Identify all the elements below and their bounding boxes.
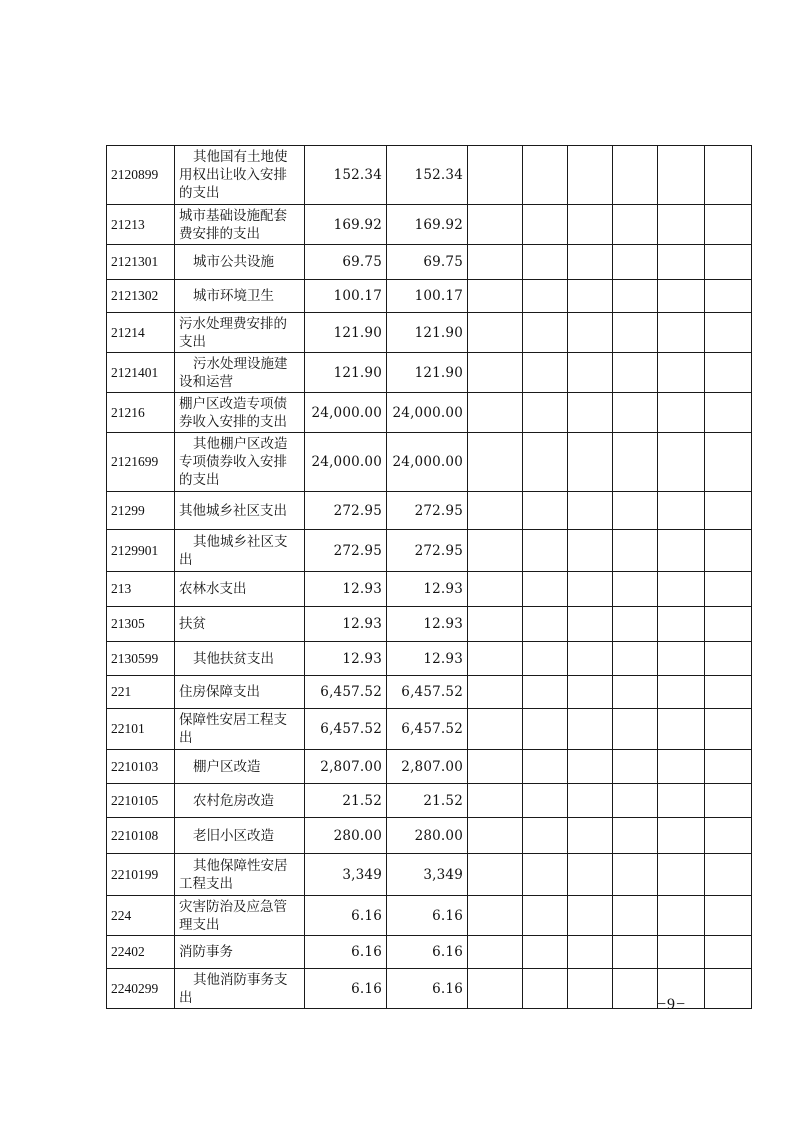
empty-cell (613, 709, 658, 750)
subject-name-cell: 污水处理设施建设和运营 (175, 353, 305, 393)
amount-subtotal-cell: 2,807.00 (387, 750, 468, 784)
empty-cell (658, 896, 705, 936)
amount-cell: 2,807.00 (305, 750, 387, 784)
subject-code-cell: 21305 (107, 607, 175, 642)
subject-name-cell: 扶贫 (175, 607, 305, 642)
empty-cell (568, 896, 613, 936)
empty-cell (658, 818, 705, 854)
empty-cell (568, 607, 613, 642)
empty-cell (523, 205, 568, 245)
subject-code-cell: 2210108 (107, 818, 175, 854)
empty-cell (613, 205, 658, 245)
empty-cell (613, 784, 658, 818)
empty-cell (468, 393, 523, 433)
subject-name-cell: 污水处理费安排的支出 (175, 313, 305, 353)
amount-cell: 24,000.00 (305, 433, 387, 492)
empty-cell (705, 245, 752, 280)
subject-code-cell: 2130599 (107, 642, 175, 676)
empty-cell (523, 936, 568, 969)
subject-name-cell: 其他城乡社区支出 (175, 492, 305, 530)
empty-cell (468, 280, 523, 313)
empty-cell (568, 818, 613, 854)
empty-cell (613, 936, 658, 969)
table-row (107, 676, 752, 709)
table-row (107, 642, 752, 676)
empty-cell (568, 393, 613, 433)
empty-cell (523, 642, 568, 676)
amount-cell: 6,457.52 (305, 676, 387, 709)
subject-code-cell: 221 (107, 676, 175, 709)
empty-cell (613, 492, 658, 530)
amount-subtotal-cell: 121.90 (387, 313, 468, 353)
empty-cell (568, 969, 613, 1009)
empty-cell (658, 709, 705, 750)
empty-cell (705, 433, 752, 492)
empty-cell (613, 530, 658, 572)
empty-cell (705, 784, 752, 818)
empty-cell (568, 642, 613, 676)
empty-cell (658, 146, 705, 205)
empty-cell (705, 572, 752, 607)
amount-subtotal-cell: 24,000.00 (387, 433, 468, 492)
empty-cell (705, 313, 752, 353)
empty-cell (568, 205, 613, 245)
empty-cell (468, 530, 523, 572)
empty-cell (613, 750, 658, 784)
empty-cell (705, 854, 752, 896)
amount-cell: 100.17 (305, 280, 387, 313)
subject-name-cell: 保障性安居工程支出 (175, 709, 305, 750)
empty-cell (613, 818, 658, 854)
empty-cell (523, 492, 568, 530)
empty-cell (613, 146, 658, 205)
subject-name-cell: 城市公共设施 (175, 245, 305, 280)
empty-cell (468, 969, 523, 1009)
amount-cell: 6.16 (305, 969, 387, 1009)
subject-code-cell: 2129901 (107, 530, 175, 572)
subject-code-cell: 2121699 (107, 433, 175, 492)
empty-cell (523, 245, 568, 280)
empty-cell (523, 854, 568, 896)
empty-cell (468, 709, 523, 750)
subject-name-cell: 农村危房改造 (175, 784, 305, 818)
amount-subtotal-cell: 6.16 (387, 896, 468, 936)
empty-cell (613, 313, 658, 353)
table-row (107, 572, 752, 607)
empty-cell (658, 607, 705, 642)
empty-cell (658, 530, 705, 572)
empty-cell (523, 676, 568, 709)
empty-cell (613, 607, 658, 642)
empty-cell (523, 146, 568, 205)
empty-cell (613, 642, 658, 676)
amount-cell: 69.75 (305, 245, 387, 280)
amount-subtotal-cell: 272.95 (387, 530, 468, 572)
subject-code-cell: 2120899 (107, 146, 175, 205)
empty-cell (613, 280, 658, 313)
amount-subtotal-cell: 6,457.52 (387, 676, 468, 709)
subject-code-cell: 224 (107, 896, 175, 936)
amount-subtotal-cell: 6.16 (387, 936, 468, 969)
empty-cell (523, 969, 568, 1009)
empty-cell (523, 433, 568, 492)
subject-code-cell: 2121301 (107, 245, 175, 280)
table-row (107, 313, 752, 353)
table-row (107, 205, 752, 245)
subject-code-cell: 2210105 (107, 784, 175, 818)
amount-subtotal-cell: 3,349 (387, 854, 468, 896)
amount-subtotal-cell: 169.92 (387, 205, 468, 245)
amount-cell: 121.90 (305, 313, 387, 353)
empty-cell (613, 245, 658, 280)
empty-cell (568, 854, 613, 896)
subject-name-cell: 其他国有土地使用权出让收入安排的支出 (175, 146, 305, 205)
empty-cell (568, 433, 613, 492)
empty-cell (468, 607, 523, 642)
empty-cell (468, 492, 523, 530)
empty-cell (705, 676, 752, 709)
empty-cell (523, 353, 568, 393)
empty-cell (568, 750, 613, 784)
amount-subtotal-cell: 12.93 (387, 642, 468, 676)
empty-cell (658, 313, 705, 353)
subject-name-cell: 农林水支出 (175, 572, 305, 607)
empty-cell (658, 492, 705, 530)
amount-subtotal-cell: 12.93 (387, 607, 468, 642)
empty-cell (658, 642, 705, 676)
empty-cell (658, 205, 705, 245)
amount-subtotal-cell: 152.34 (387, 146, 468, 205)
empty-cell (523, 709, 568, 750)
empty-cell (705, 969, 752, 1009)
empty-cell (705, 492, 752, 530)
amount-cell: 272.95 (305, 492, 387, 530)
table-row (107, 607, 752, 642)
empty-cell (468, 313, 523, 353)
empty-cell (523, 818, 568, 854)
empty-cell (658, 750, 705, 784)
subject-name-cell: 其他消防事务支出 (175, 969, 305, 1009)
amount-subtotal-cell: 100.17 (387, 280, 468, 313)
empty-cell (613, 676, 658, 709)
empty-cell (468, 146, 523, 205)
amount-cell: 272.95 (305, 530, 387, 572)
subject-code-cell: 213 (107, 572, 175, 607)
empty-cell (468, 854, 523, 896)
subject-code-cell: 2210199 (107, 854, 175, 896)
table-row (107, 433, 752, 492)
table-row (107, 854, 752, 896)
table-body (107, 146, 752, 1009)
empty-cell (658, 784, 705, 818)
page-number: −9− (657, 996, 687, 1013)
empty-cell (705, 818, 752, 854)
subject-name-cell: 其他保障性安居工程支出 (175, 854, 305, 896)
empty-cell (468, 642, 523, 676)
amount-cell: 121.90 (305, 353, 387, 393)
subject-name-cell: 棚户区改造专项债券收入安排的支出 (175, 393, 305, 433)
empty-cell (658, 433, 705, 492)
amount-cell: 3,349 (305, 854, 387, 896)
empty-cell (468, 936, 523, 969)
empty-cell (705, 642, 752, 676)
empty-cell (568, 313, 613, 353)
subject-name-cell: 消防事务 (175, 936, 305, 969)
table-row (107, 353, 752, 393)
amount-cell: 6.16 (305, 936, 387, 969)
subject-name-cell: 住房保障支出 (175, 676, 305, 709)
table-row (107, 969, 752, 1009)
empty-cell (568, 280, 613, 313)
empty-cell (468, 433, 523, 492)
subject-name-cell: 棚户区改造 (175, 750, 305, 784)
subject-code-cell: 2210103 (107, 750, 175, 784)
empty-cell (613, 572, 658, 607)
empty-cell (568, 709, 613, 750)
amount-subtotal-cell: 12.93 (387, 572, 468, 607)
empty-cell (568, 784, 613, 818)
amount-cell: 21.52 (305, 784, 387, 818)
empty-cell (658, 572, 705, 607)
empty-cell (468, 750, 523, 784)
amount-subtotal-cell: 69.75 (387, 245, 468, 280)
amount-subtotal-cell: 272.95 (387, 492, 468, 530)
subject-code-cell: 21214 (107, 313, 175, 353)
subject-code-cell: 21299 (107, 492, 175, 530)
empty-cell (468, 676, 523, 709)
table-row (107, 530, 752, 572)
subject-code-cell: 21213 (107, 205, 175, 245)
empty-cell (468, 896, 523, 936)
empty-cell (468, 818, 523, 854)
amount-cell: 280.00 (305, 818, 387, 854)
subject-code-cell: 22101 (107, 709, 175, 750)
amount-subtotal-cell: 6.16 (387, 969, 468, 1009)
empty-cell (468, 572, 523, 607)
empty-cell (705, 146, 752, 205)
table-row (107, 784, 752, 818)
empty-cell (523, 572, 568, 607)
empty-cell (568, 492, 613, 530)
empty-cell (568, 572, 613, 607)
subject-code-cell: 21216 (107, 393, 175, 433)
table-row (107, 936, 752, 969)
amount-subtotal-cell: 21.52 (387, 784, 468, 818)
subject-name-cell: 灾害防治及应急管理支出 (175, 896, 305, 936)
empty-cell (468, 353, 523, 393)
table-row (107, 280, 752, 313)
amount-cell: 12.93 (305, 642, 387, 676)
empty-cell (705, 896, 752, 936)
empty-cell (705, 530, 752, 572)
empty-cell (613, 433, 658, 492)
empty-cell (613, 353, 658, 393)
empty-cell (523, 313, 568, 353)
amount-subtotal-cell: 6,457.52 (387, 709, 468, 750)
table-row (107, 896, 752, 936)
empty-cell (705, 607, 752, 642)
amount-cell: 6,457.52 (305, 709, 387, 750)
empty-cell (523, 393, 568, 433)
amount-cell: 12.93 (305, 607, 387, 642)
empty-cell (568, 530, 613, 572)
empty-cell (658, 676, 705, 709)
empty-cell (568, 146, 613, 205)
empty-cell (658, 393, 705, 433)
empty-cell (658, 854, 705, 896)
budget-expenditure-table (106, 145, 752, 1009)
empty-cell (523, 750, 568, 784)
subject-name-cell: 城市基础设施配套费安排的支出 (175, 205, 305, 245)
empty-cell (705, 750, 752, 784)
table-row (107, 393, 752, 433)
subject-name-cell: 其他扶贫支出 (175, 642, 305, 676)
empty-cell (705, 709, 752, 750)
empty-cell (468, 205, 523, 245)
empty-cell (613, 854, 658, 896)
empty-cell (658, 245, 705, 280)
table-row (107, 818, 752, 854)
empty-cell (523, 607, 568, 642)
empty-cell (705, 353, 752, 393)
empty-cell (705, 205, 752, 245)
empty-cell (613, 969, 658, 1009)
amount-subtotal-cell: 121.90 (387, 353, 468, 393)
empty-cell (705, 936, 752, 969)
empty-cell (568, 353, 613, 393)
empty-cell (468, 784, 523, 818)
subject-name-cell: 其他城乡社区支出 (175, 530, 305, 572)
empty-cell (568, 245, 613, 280)
subject-name-cell: 其他棚户区改造专项债券收入安排的支出 (175, 433, 305, 492)
empty-cell (523, 280, 568, 313)
empty-cell (705, 393, 752, 433)
subject-name-cell: 城市环境卫生 (175, 280, 305, 313)
table-row (107, 709, 752, 750)
amount-cell: 12.93 (305, 572, 387, 607)
table-row (107, 492, 752, 530)
subject-name-cell: 老旧小区改造 (175, 818, 305, 854)
empty-cell (568, 676, 613, 709)
subject-code-cell: 22402 (107, 936, 175, 969)
amount-cell: 152.34 (305, 146, 387, 205)
amount-cell: 169.92 (305, 205, 387, 245)
amount-subtotal-cell: 24,000.00 (387, 393, 468, 433)
table-row (107, 245, 752, 280)
empty-cell (658, 280, 705, 313)
empty-cell (705, 280, 752, 313)
empty-cell (568, 936, 613, 969)
empty-cell (658, 936, 705, 969)
empty-cell (658, 353, 705, 393)
amount-cell: 6.16 (305, 896, 387, 936)
amount-subtotal-cell: 280.00 (387, 818, 468, 854)
empty-cell (613, 896, 658, 936)
table-row (107, 146, 752, 205)
empty-cell (523, 530, 568, 572)
table-row (107, 750, 752, 784)
subject-code-cell: 2121302 (107, 280, 175, 313)
empty-cell (523, 784, 568, 818)
empty-cell (468, 245, 523, 280)
empty-cell (613, 393, 658, 433)
subject-code-cell: 2240299 (107, 969, 175, 1009)
empty-cell (523, 896, 568, 936)
subject-code-cell: 2121401 (107, 353, 175, 393)
amount-cell: 24,000.00 (305, 393, 387, 433)
